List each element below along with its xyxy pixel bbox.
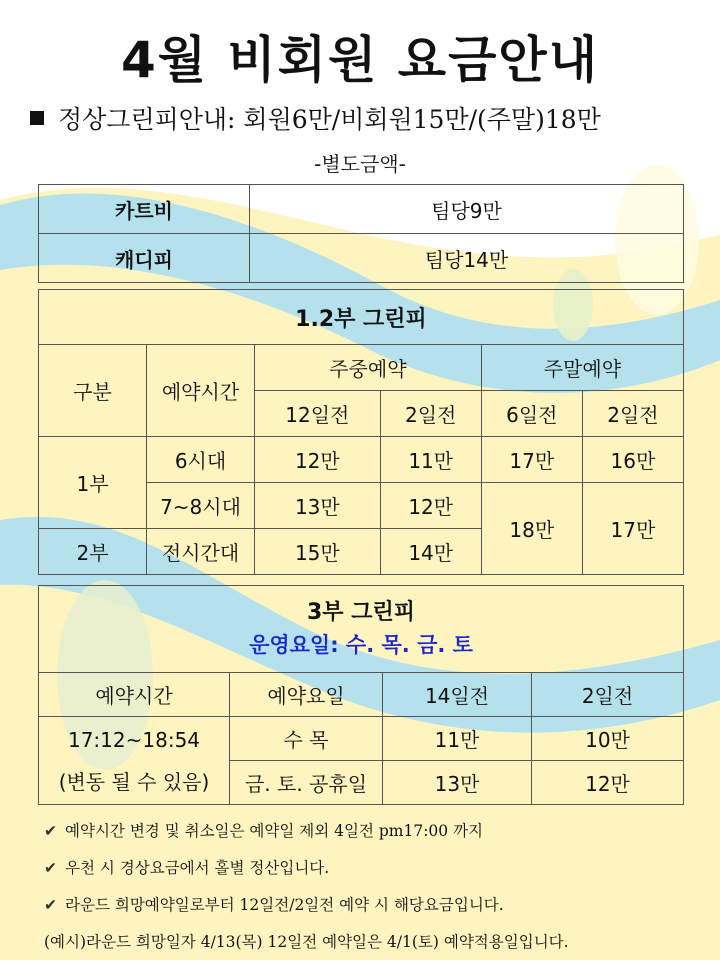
cart-fee-value: 팀당9만 bbox=[250, 185, 684, 234]
page-title: 4월 비회원 요금안내 bbox=[120, 31, 599, 89]
table-row bbox=[39, 673, 684, 717]
day-cell: 금. 토. 공휴일 bbox=[230, 761, 383, 805]
price-cell: 17만 bbox=[481, 437, 582, 483]
header-weekend-6days: 6일전 bbox=[481, 391, 582, 437]
price-cell: 15만 bbox=[255, 529, 381, 575]
group-part1: 1부 bbox=[39, 437, 147, 529]
header-time: 예약시간 bbox=[39, 673, 230, 717]
header-weekend-2days: 2일전 bbox=[582, 391, 683, 437]
square-bullet-icon bbox=[30, 111, 44, 125]
part3-time: 17:12~18:54 bbox=[67, 727, 201, 752]
price-cell: 12만 bbox=[255, 437, 381, 483]
header-group: 구분 bbox=[39, 345, 147, 437]
header-weekday-12days: 12일전 bbox=[255, 391, 381, 437]
part12-title: 1.2부 그린피 bbox=[39, 290, 684, 345]
caddie-fee-value: 팀당14만 bbox=[250, 234, 684, 283]
time-6: 6시대 bbox=[147, 437, 255, 483]
table-row bbox=[39, 717, 684, 761]
header-day: 예약요일 bbox=[230, 673, 383, 717]
extra-fee-table bbox=[38, 184, 684, 283]
group-part2: 2부 bbox=[39, 529, 147, 575]
table-row bbox=[39, 586, 684, 673]
regular-fee-notice bbox=[30, 100, 601, 136]
check-icon: ✔ bbox=[44, 859, 57, 877]
price-cell: 16만 bbox=[582, 437, 683, 483]
part3-title: 3부 그린피 bbox=[307, 600, 415, 625]
check-icon: ✔ bbox=[44, 822, 57, 840]
caddie-fee-label: 캐디피 bbox=[39, 234, 250, 283]
cart-fee-label: 카트비 bbox=[39, 185, 250, 234]
list-item: ✔ 우천 시 경상요금에서 홀별 정산입니다. bbox=[44, 859, 330, 877]
price-cell: 13만 bbox=[255, 483, 381, 529]
part3-operating-days: 운영요일: 수. 목. 금. 토 bbox=[249, 633, 473, 657]
table-row bbox=[39, 345, 684, 391]
table-row bbox=[39, 185, 684, 234]
day-cell: 수 목 bbox=[230, 717, 383, 761]
price-cell: 17만 bbox=[582, 483, 683, 575]
table-row bbox=[39, 437, 684, 483]
price-cell: 11만 bbox=[380, 437, 481, 483]
regular-fee-text: 정상그린피안내: 회원6만/비회원15만/(주말)18만 bbox=[58, 105, 601, 134]
example-note: (예시)라운드 희망일자 4/13(목) 12일전 예약일은 4/1(토) 예약적용일입니다. bbox=[44, 933, 569, 951]
part3-header bbox=[39, 586, 684, 673]
part3-green-fee-table bbox=[38, 585, 684, 805]
part3-time-cell bbox=[39, 717, 230, 805]
table-row bbox=[39, 234, 684, 283]
extra-charge-label: -별도금액- bbox=[314, 152, 406, 176]
part3-time-note: (변동 될 수 있음) bbox=[58, 769, 210, 794]
price-cell: 14만 bbox=[380, 529, 481, 575]
part12-green-fee-table bbox=[38, 289, 684, 575]
header-time: 예약시간 bbox=[147, 345, 255, 437]
price-cell: 18만 bbox=[481, 483, 582, 575]
header-weekend: 주말예약 bbox=[481, 345, 683, 391]
check-icon: ✔ bbox=[44, 896, 57, 914]
header-weekday: 주중예약 bbox=[255, 345, 482, 391]
price-cell: 10만 bbox=[532, 717, 684, 761]
notes-list bbox=[44, 818, 569, 966]
time-all: 전시간대 bbox=[147, 529, 255, 575]
list-item: ✔ 예약시간 변경 및 취소일은 예약일 제외 4일전 pm17:00 까지 bbox=[44, 822, 484, 840]
table-row bbox=[39, 290, 684, 345]
header-2days: 2일전 bbox=[532, 673, 684, 717]
price-cell: 11만 bbox=[383, 717, 532, 761]
header-14days: 14일전 bbox=[383, 673, 532, 717]
price-cell: 13만 bbox=[383, 761, 532, 805]
header-weekday-2days: 2일전 bbox=[380, 391, 481, 437]
time-7-8: 7~8시대 bbox=[147, 483, 255, 529]
price-cell: 12만 bbox=[380, 483, 481, 529]
list-item: ✔ 라운드 희망예약일로부터 12일전/2일전 예약 시 해당요금입니다. bbox=[44, 896, 504, 914]
price-cell: 12만 bbox=[532, 761, 684, 805]
